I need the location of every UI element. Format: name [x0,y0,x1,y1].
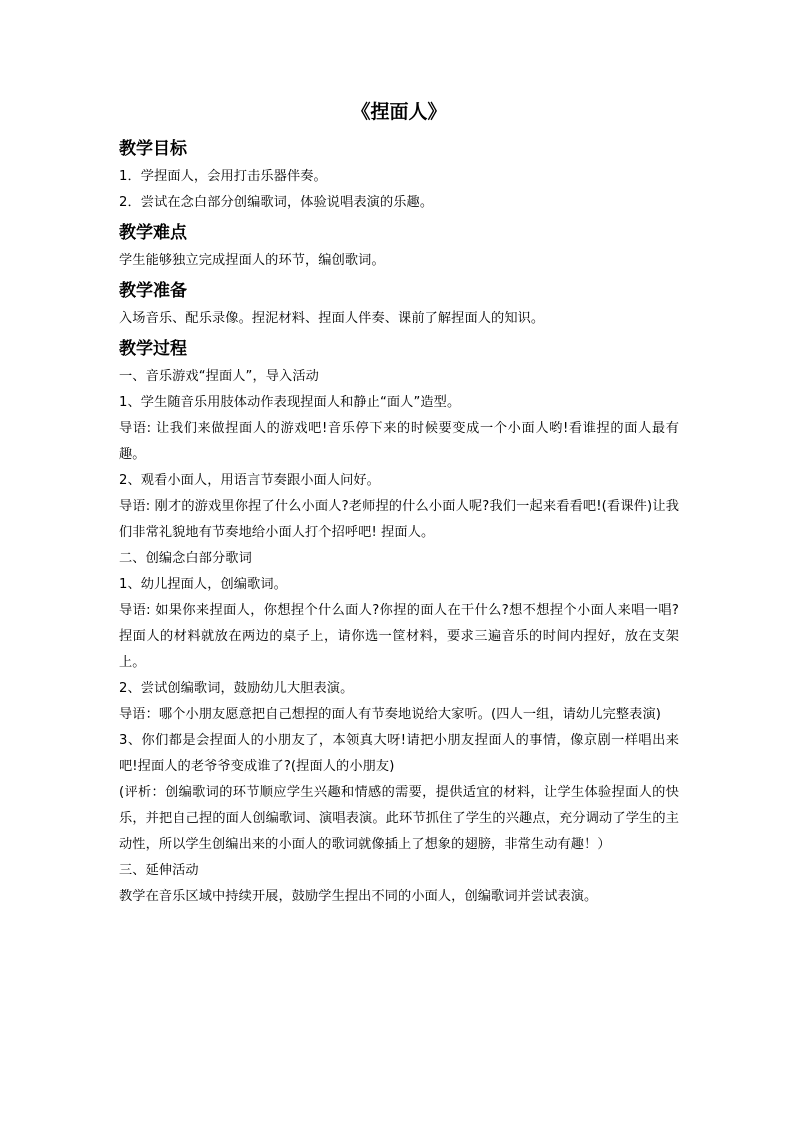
paragraph: 2、观看小面人，用语言节奏跟小面人问好。 [119,473,380,488]
paragraph: 二、创编念白部分歌词 [119,551,252,566]
section-heading-process: 教学过程 [119,339,187,359]
paragraph: 2．尝试在念白部分创编歌词，体验说唱表演的乐趣。 [119,195,434,210]
paragraph: 导语: 如果你来捏面人，你想捏个什么面人?你捏的面人在干什么?想不想捏个小面人来唱一唱?捏面人的材料就放在两边的桌子上，请你选一筐材料，要求三遍音乐的时间内捏好，放在支架上。 [119,603,679,670]
paragraph: 入场音乐、配乐录像。捏泥材料、捏面人伴奏、课前了解捏面人的知识。 [119,311,545,326]
paragraph: 1、学生随音乐用肢体动作表现捏面人和静止“面人”造型。 [119,395,461,410]
paragraph: 一、音乐游戏“捏面人”，导入活动 [119,369,319,384]
paragraph: 1、幼儿捏面人，创编歌词。 [119,577,287,592]
paragraph: 导语: 刚才的游戏里你捏了什么小面人?老师捏的什么小面人呢?我们一起来看看吧!(看课件)让我们非常礼貌地有节奏地给小面人打个招呼吧! 捏面人。 [119,499,679,540]
paragraph: 学生能够独立完成捏面人的环节，编创歌词。 [119,253,385,268]
paragraph: 导语: 让我们来做捏面人的游戏吧!音乐停下来的时候要变成一个小面人哟!看谁捏的面人最有趣。 [119,421,679,462]
document-title: 《捏面人》 [351,101,447,123]
document-body [119,98,679,910]
section-heading-preparation: 教学准备 [119,281,187,301]
paragraph: 2、尝试创编歌词，鼓励幼儿大胆表演。 [119,681,354,696]
paragraph: 三、延伸活动 [119,863,199,878]
paragraph: (评析：创编歌词的环节顺应学生兴趣和情感的需要，提供适宜的材料，让学生体验捏面人的快乐，并把自己捏的面人创编歌词、演唱表演。此环节抓住了学生的兴趣点，充分调动了学生的主动性，所以学生创编出来的小面人的歌词就像插上了想象的翅膀，非常生动有趣！） [119,785,679,852]
paragraph: 导语：哪个小朋友愿意把自己想捏的面人有节奏地说给大家听。(四人一组，请幼儿完整表演) [119,707,661,722]
paragraph: 1．学捏面人，会用打击乐器伴奏。 [119,169,327,184]
paragraph: 教学在音乐区域中持续开展，鼓励学生捏出不同的小面人，创编歌词并尝试表演。 [119,889,598,904]
paragraph: 3、你们都是会捏面人的小朋友了，本领真大呀!请把小朋友捏面人的事情，像京剧一样唱出来吧!捏面人的老爷爷变成谁了?(捏面人的小朋友) [119,733,679,774]
section-heading-objectives: 教学目标 [119,139,187,159]
section-heading-difficulty: 教学难点 [119,223,187,243]
